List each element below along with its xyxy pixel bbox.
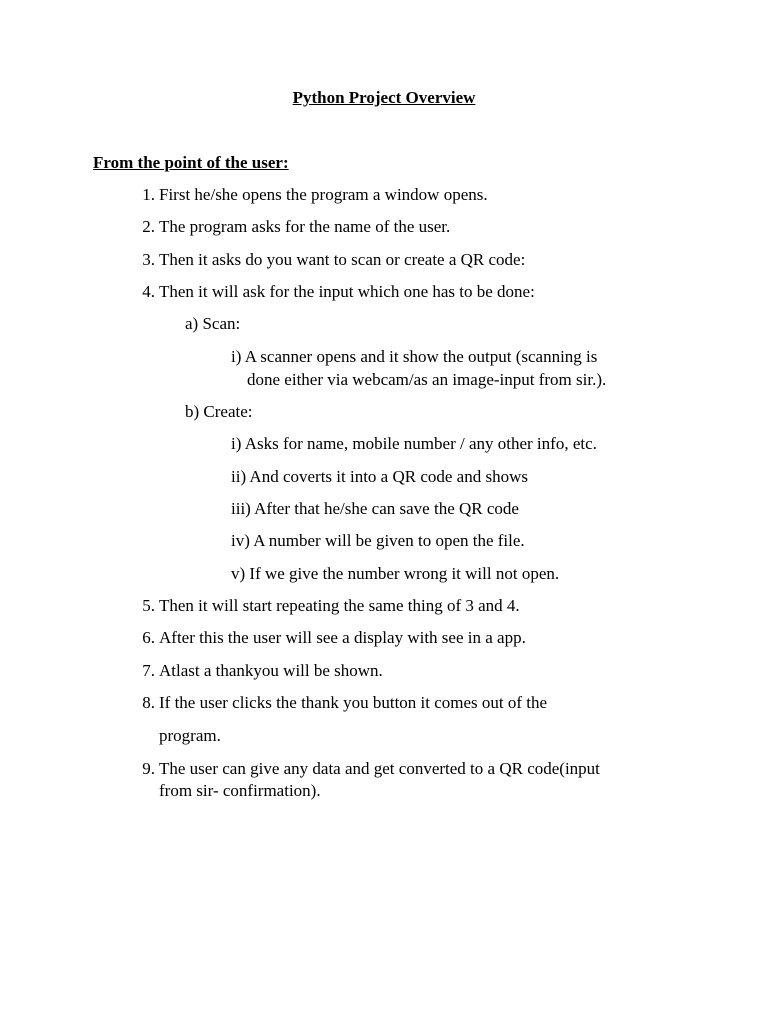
create-step: i) Asks for name, mobile number / any other info, etc. bbox=[231, 434, 597, 453]
list-item-text: Then it will start repeating the same thing of 3 and 4. bbox=[159, 596, 520, 615]
list-item bbox=[142, 249, 526, 271]
list-item-number: 6. bbox=[142, 628, 155, 647]
list-item-number: 3. bbox=[142, 250, 155, 269]
create-sublist-label: b) Create: bbox=[185, 402, 253, 421]
scan-sublist-label: a) Scan: bbox=[185, 314, 241, 333]
list-item-text: If the user clicks the thank you button it comes out of the bbox=[159, 693, 548, 712]
list-item bbox=[142, 281, 535, 303]
create-step: v) If we give the number wrong it will not open. bbox=[231, 564, 560, 583]
list-item-text: Atlast a thankyou will be shown. bbox=[159, 661, 383, 680]
list-item-continuation: program. bbox=[159, 726, 221, 745]
list-item bbox=[142, 660, 383, 682]
list-item-number: 4. bbox=[142, 282, 155, 301]
scan-step-continuation: done either via webcam/as an image-input from sir.). bbox=[247, 370, 607, 389]
list-item bbox=[142, 758, 600, 780]
scan-step: i) A scanner opens and it show the output (scanning is bbox=[231, 347, 598, 366]
list-item-text: After this the user will see a display with see in a app. bbox=[159, 628, 526, 647]
list-item bbox=[142, 595, 520, 617]
list-item-text: Then it asks do you want to scan or create a QR code: bbox=[159, 250, 526, 269]
section-heading: From the point of the user: bbox=[93, 153, 289, 172]
list-item-number: 5. bbox=[142, 596, 155, 615]
list-item-number: 7. bbox=[142, 661, 155, 680]
document-title bbox=[0, 87, 768, 109]
create-step: iv) A number will be given to open the file. bbox=[231, 531, 525, 550]
list-item-number: 2. bbox=[142, 217, 155, 236]
create-step: iii) After that he/she can save the QR code bbox=[231, 499, 519, 518]
list-item-text: Then it will ask for the input which one has to be done: bbox=[159, 282, 535, 301]
list-item-number: 1. bbox=[142, 185, 155, 204]
list-item-text: First he/she opens the program a window opens. bbox=[159, 185, 488, 204]
list-item bbox=[142, 627, 526, 649]
list-item-continuation: from sir- confirmation). bbox=[159, 781, 321, 800]
list-item-number: 9. bbox=[142, 759, 155, 778]
document-title-text: Python Project Overview bbox=[292, 88, 476, 107]
list-item-number: 8. bbox=[142, 693, 155, 712]
list-item-text: The user can give any data and get converted to a QR code(input bbox=[159, 759, 600, 778]
list-item bbox=[142, 692, 548, 714]
list-item bbox=[142, 216, 451, 238]
list-item bbox=[142, 184, 488, 206]
list-item-text: The program asks for the name of the user. bbox=[159, 217, 451, 236]
create-step: ii) And coverts it into a QR code and shows bbox=[231, 467, 528, 486]
